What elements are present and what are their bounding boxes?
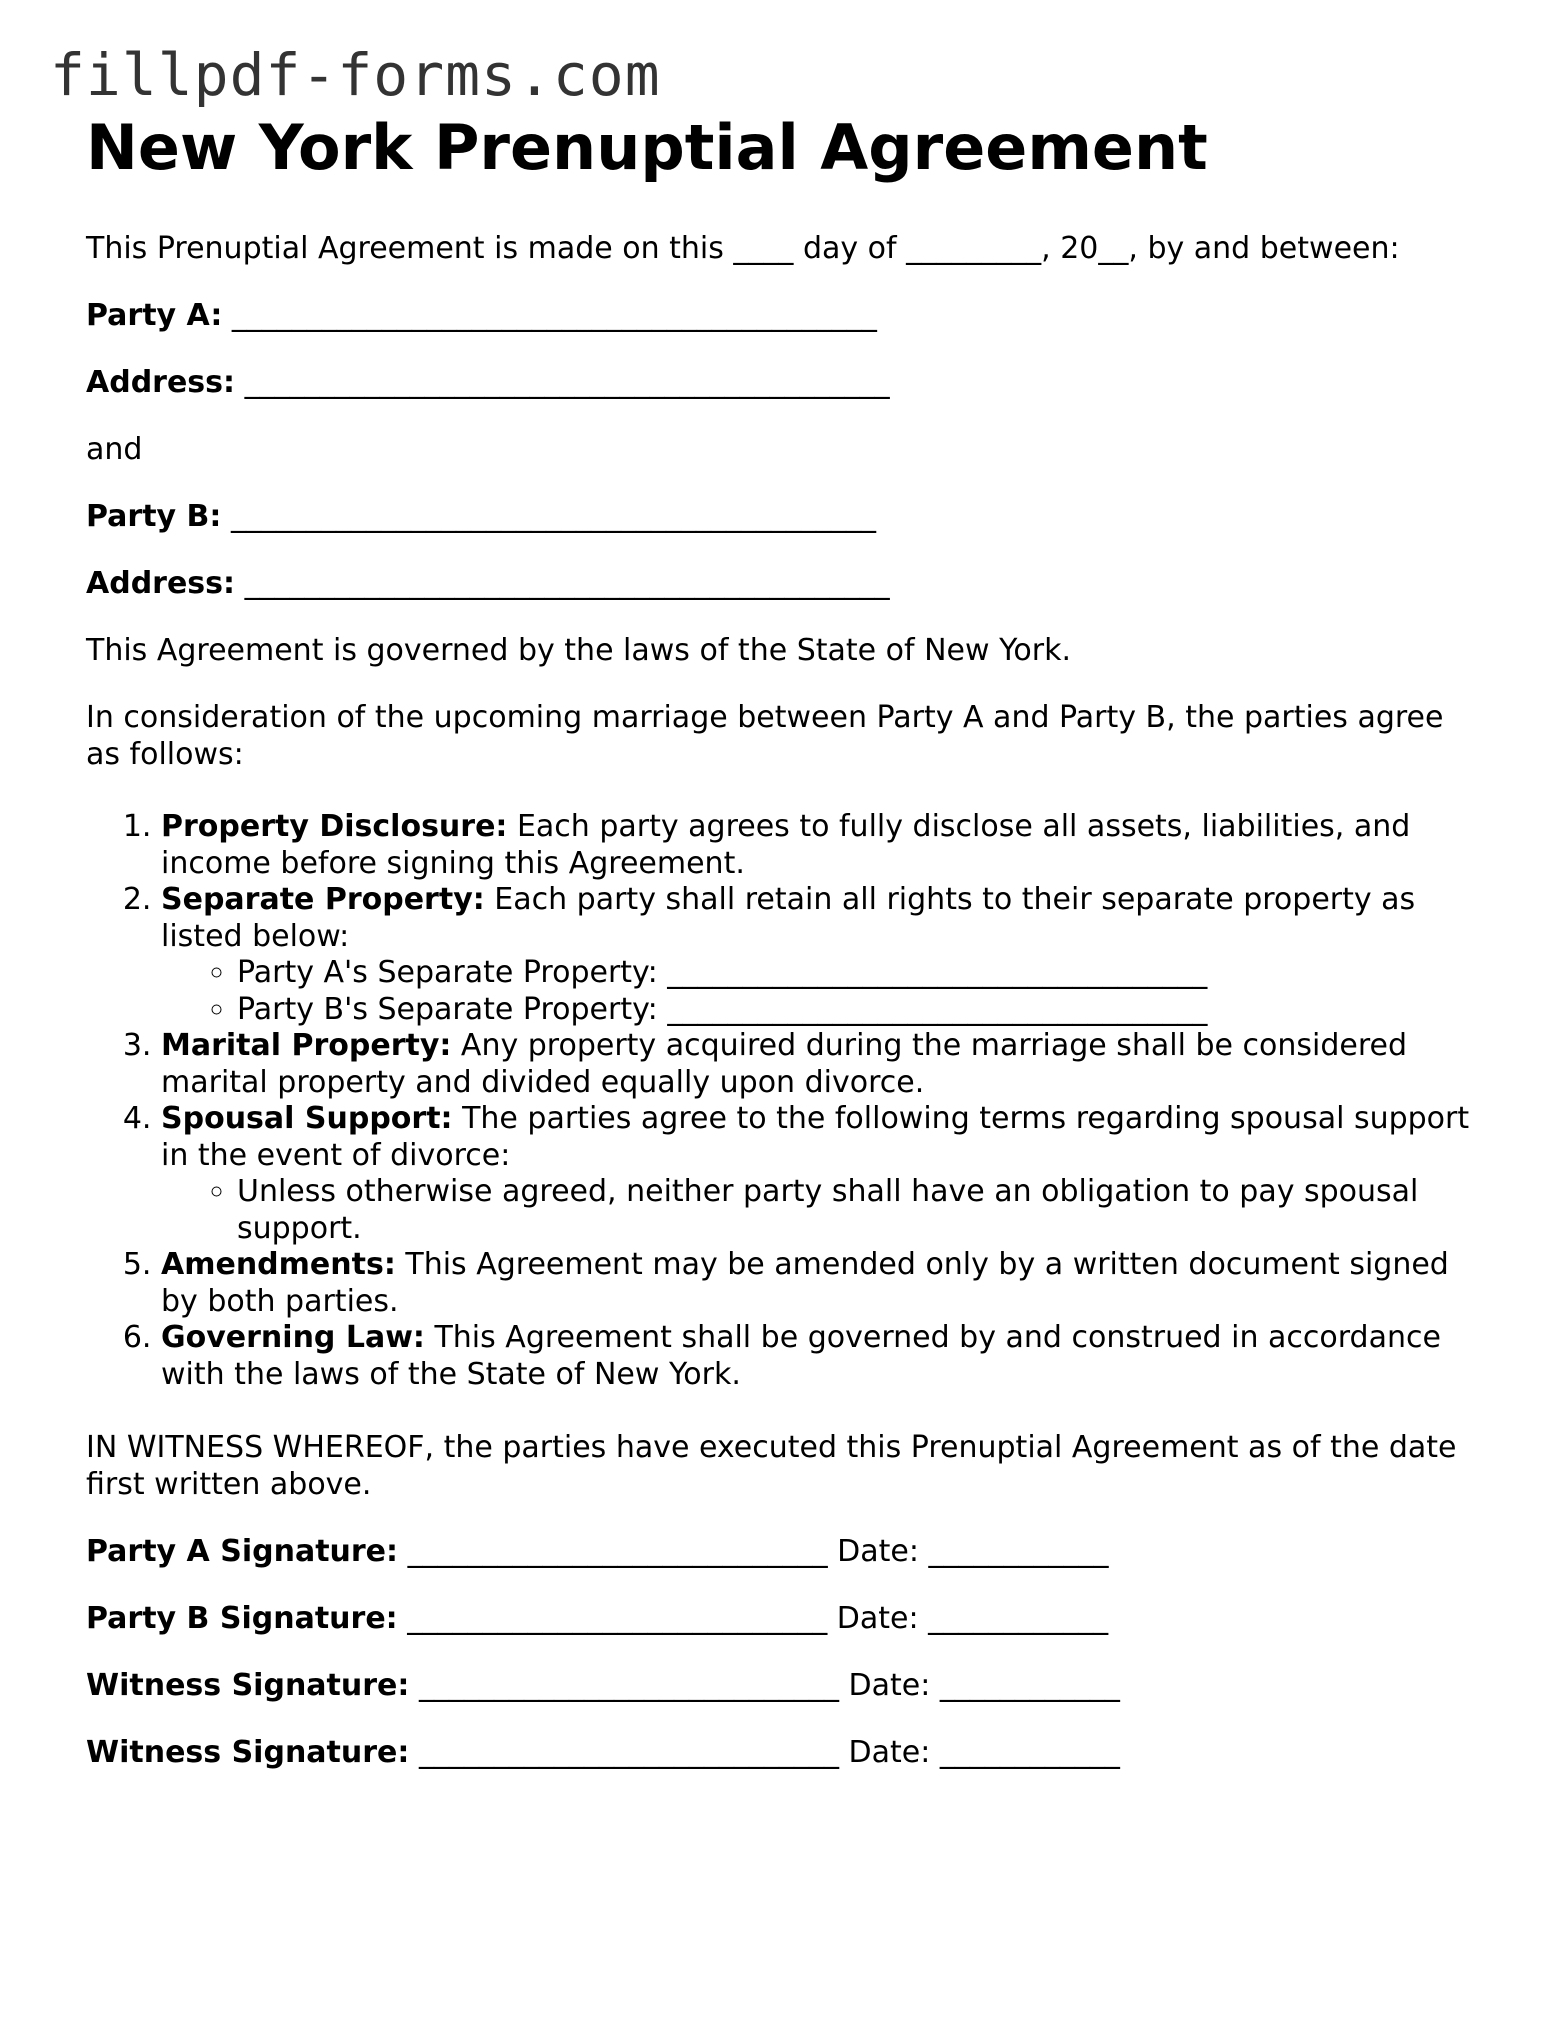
party-b-address-label: Address: <box>86 566 236 601</box>
signature-label: Party A Signature: <box>86 1534 399 1569</box>
witness-1-date-field[interactable]: ____________ <box>939 1668 1120 1703</box>
party-b-separate-property-field[interactable]: ◦ Party B's Separate Property: ____________________________________ <box>237 992 1486 1029</box>
date-label: Date: <box>848 1668 931 1703</box>
clause-text: This Agreement may be amended only by a written document signed by both parties. <box>161 1247 1449 1319</box>
clause-heading: Marital Property: <box>161 1028 452 1063</box>
clauses-list <box>86 809 1486 1393</box>
party-a-separate-property-field[interactable]: ◦ Party A's Separate Property: ____________________________________ <box>237 955 1486 992</box>
party-a-address-field[interactable]: ___________________________________________ <box>244 365 890 400</box>
party-a-date-field[interactable]: ____________ <box>928 1534 1109 1569</box>
document-page <box>86 110 1486 1771</box>
spousal-support-term: ◦ Unless otherwise agreed, neither party shall have an obligation to pay spousal support. <box>237 1174 1486 1247</box>
party-b-line <box>86 498 1486 535</box>
date-label: Date: <box>836 1601 919 1636</box>
and-text: and <box>86 432 143 467</box>
clause-text: Each party agrees to fully disclose all assets, liabilities, and income before signing this Agreement. <box>161 809 1411 881</box>
clause-separate-property <box>161 882 1486 1028</box>
party-b-date-field[interactable]: ____________ <box>928 1601 1109 1636</box>
witness-2-date-field[interactable]: ____________ <box>939 1735 1120 1770</box>
date-label: Date: <box>837 1534 919 1569</box>
clause-text: The parties agree to the following terms regarding spousal support in the event of divorce: <box>161 1101 1470 1173</box>
party-b-signature-field[interactable]: ____________________________ <box>407 1601 828 1636</box>
clause-governing-law <box>161 1320 1486 1393</box>
clause-text: This Agreement shall be governed by and construed in accordance with the laws of the State of New York. <box>161 1320 1441 1392</box>
party-b-field[interactable]: ___________________________________________ <box>230 499 876 534</box>
intro-paragraph: This Prenuptial Agreement is made on this ____ day of _________, 20__, by and between: <box>86 231 1400 266</box>
clause-heading: Amendments: <box>161 1247 396 1282</box>
spousal-support-list <box>161 1174 1486 1247</box>
clause-heading: Separate Property: <box>161 882 485 917</box>
signature-label: Witness Signature: <box>86 1735 410 1770</box>
clause-spousal-support <box>161 1101 1486 1247</box>
clause-heading: Governing Law: <box>161 1320 425 1355</box>
party-b-label: Party B: <box>86 499 222 534</box>
clause-text: Each party shall retain all rights to their separate property as listed below: <box>161 882 1416 954</box>
clause-marital-property <box>161 1028 1486 1101</box>
page-title: New York Prenuptial Agreement <box>86 111 1208 184</box>
clause-heading: Property Disclosure: <box>161 809 508 844</box>
party-a-address-label: Address: <box>86 365 236 400</box>
party-b-signature-row <box>86 1600 1486 1637</box>
party-a-signature-row <box>86 1533 1486 1570</box>
signature-label: Witness Signature: <box>86 1668 410 1703</box>
governed-paragraph: This Agreement is governed by the laws of the State of New York. <box>86 633 1072 668</box>
date-label: Date: <box>848 1735 931 1770</box>
witness-1-signature-row <box>86 1667 1486 1704</box>
party-b-address-line <box>86 565 1486 602</box>
party-a-label: Party A: <box>86 298 223 333</box>
clause-property-disclosure <box>161 809 1486 882</box>
watermark: fillpdf-forms.com <box>50 41 661 109</box>
witness-2-signature-row <box>86 1734 1486 1771</box>
witness-whereof-paragraph: IN WITNESS WHEREOF, the parties have executed this Prenuptial Agreement as of the date first written above. <box>86 1430 1457 1502</box>
clause-heading: Spousal Support: <box>161 1101 453 1136</box>
party-a-field[interactable]: ___________________________________________ <box>231 298 877 333</box>
witness-1-signature-field[interactable]: ____________________________ <box>418 1668 839 1703</box>
witness-2-signature-field[interactable]: ____________________________ <box>418 1735 839 1770</box>
separate-property-list <box>161 955 1486 1028</box>
party-a-signature-field[interactable]: ____________________________ <box>407 1534 828 1569</box>
clause-text: Any property acquired during the marriage shall be considered marital property and divided equally upon divorce. <box>161 1028 1408 1100</box>
party-a-line <box>86 297 1486 334</box>
clause-amendments <box>161 1247 1486 1320</box>
party-a-address-line <box>86 364 1486 401</box>
party-b-address-field[interactable]: ___________________________________________ <box>244 566 890 601</box>
consideration-paragraph: In consideration of the upcoming marriage between Party A and Party B, the parties agree as follows: <box>86 700 1444 772</box>
signature-label: Party B Signature: <box>86 1601 398 1636</box>
